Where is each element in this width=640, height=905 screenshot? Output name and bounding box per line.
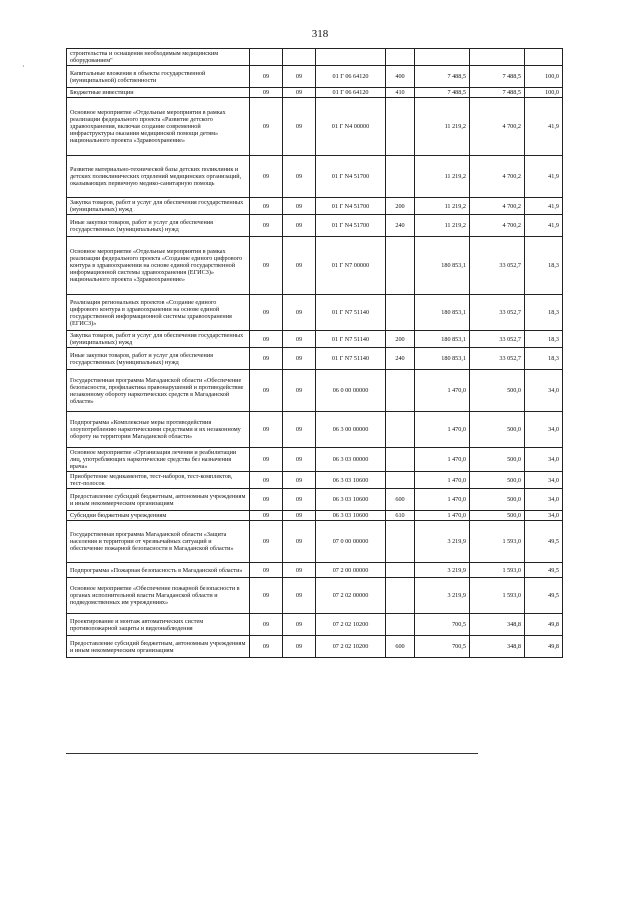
target-article-code: 01 Г N7 51140 — [316, 331, 386, 348]
row-name: Основное мероприятие «Обеспечение пожарной безопасности в органах исполнительной власти Магаданской области и подведомственных им учреждениях» — [67, 578, 250, 614]
row-name: Капитальные вложения в объекты государственной (муниципальной) собственности — [67, 66, 250, 88]
execution-percent: 49,8 — [525, 636, 563, 658]
executed-amount: 500,0 — [470, 448, 525, 472]
section-code: 09 — [250, 348, 283, 370]
executed-amount: 7 488,5 — [470, 88, 525, 98]
executed-amount: 500,0 — [470, 511, 525, 521]
row-name: Субсидии бюджетным учреждениям — [67, 511, 250, 521]
target-article-code: 07 2 02 10200 — [316, 614, 386, 636]
subsection-code: 09 — [283, 331, 316, 348]
section-code: 09 — [250, 636, 283, 658]
expense-type-code — [386, 156, 415, 198]
planned-amount: 1 470,0 — [415, 448, 470, 472]
target-article-code: 07 0 00 00000 — [316, 521, 386, 563]
section-code: 09 — [250, 614, 283, 636]
section-code: 09 — [250, 489, 283, 511]
expense-type-code: 200 — [386, 198, 415, 215]
section-code: 09 — [250, 198, 283, 215]
row-name: Государственная программа Магаданской области «Обеспечение безопасности, профилактика правонарушений и противодействие незаконному обороту наркотических средств в Магаданской области» — [67, 370, 250, 412]
execution-percent: 34,0 — [525, 472, 563, 489]
executed-amount: 1 593,0 — [470, 563, 525, 578]
section-code: 09 — [250, 578, 283, 614]
subsection-code: 09 — [283, 521, 316, 563]
section-code — [250, 49, 283, 66]
subsection-code: 09 — [283, 237, 316, 295]
planned-amount — [415, 49, 470, 66]
execution-percent: 18,3 — [525, 348, 563, 370]
executed-amount: 500,0 — [470, 472, 525, 489]
target-article-code: 01 Г N7 51140 — [316, 295, 386, 331]
target-article-code — [316, 49, 386, 66]
executed-amount: 1 593,0 — [470, 521, 525, 563]
table-row — [67, 98, 563, 156]
expense-type-code — [386, 614, 415, 636]
section-code: 09 — [250, 331, 283, 348]
executed-amount: 7 488,5 — [470, 66, 525, 88]
expense-type-code: 610 — [386, 511, 415, 521]
execution-percent: 34,0 — [525, 489, 563, 511]
executed-amount: 500,0 — [470, 412, 525, 448]
section-code: 09 — [250, 237, 283, 295]
row-name: Приобретение медикаментов, тест-наборов, тест-комплектов, тест-полосок — [67, 472, 250, 489]
execution-percent: 41,9 — [525, 198, 563, 215]
execution-percent: 18,3 — [525, 295, 563, 331]
row-name: Иные закупки товаров, работ и услуг для обеспечения государственных (муниципальных) нужд — [67, 215, 250, 237]
planned-amount: 180 853,1 — [415, 295, 470, 331]
planned-amount: 1 470,0 — [415, 489, 470, 511]
execution-percent: 100,0 — [525, 66, 563, 88]
planned-amount: 180 853,1 — [415, 348, 470, 370]
target-article-code: 01 Г N4 00000 — [316, 98, 386, 156]
planned-amount: 700,5 — [415, 614, 470, 636]
planned-amount: 11 219,2 — [415, 198, 470, 215]
executed-amount: 33 052,7 — [470, 295, 525, 331]
execution-percent: 41,9 — [525, 215, 563, 237]
execution-percent: 41,9 — [525, 156, 563, 198]
target-article-code: 01 Г N4 51700 — [316, 198, 386, 215]
table-row — [67, 237, 563, 295]
executed-amount — [470, 49, 525, 66]
row-name: Подпрограмма «Пожарная безопасность в Магаданской области» — [67, 563, 250, 578]
expense-type-code — [386, 578, 415, 614]
section-code: 09 — [250, 98, 283, 156]
planned-amount: 700,5 — [415, 636, 470, 658]
section-code: 09 — [250, 511, 283, 521]
row-name: строительства и оснащения необходимым медицинским оборудованием" — [67, 49, 250, 66]
expense-type-code — [386, 370, 415, 412]
row-name: Иные закупки товаров, работ и услуг для обеспечения государственных (муниципальных) нужд — [67, 348, 250, 370]
planned-amount: 3 219,9 — [415, 521, 470, 563]
table-row — [67, 563, 563, 578]
row-name: Основное мероприятие «Отдельные мероприятия в рамках реализации федерального проекта «Развитие детского здравоохранения, включая создание современной инфраструктуры оказания медицинской помощи детям» национального проекта «Здравоохранение» — [67, 98, 250, 156]
expense-type-code — [386, 448, 415, 472]
expense-type-code — [386, 98, 415, 156]
executed-amount: 4 700,2 — [470, 198, 525, 215]
row-name: Реализация региональных проектов «Создание единого цифрового контура в здравоохранении на основе единой государственной информационной системы здравоохранения (ЕГИСЗ)» — [67, 295, 250, 331]
subsection-code: 09 — [283, 295, 316, 331]
row-name: Основное мероприятие «Отдельные мероприятия в рамках реализации федерального проекта «Создание единого цифрового контура в здравоохранении на основе единой государственной информационной системы здравоохранения (ЕГИСЗ)» национального проекта «Здравоохранение» — [67, 237, 250, 295]
executed-amount: 348,8 — [470, 614, 525, 636]
row-name: Закупка товаров, работ и услуг для обеспечения государственных (муниципальных) нужд — [67, 331, 250, 348]
planned-amount: 11 219,2 — [415, 156, 470, 198]
section-code: 09 — [250, 156, 283, 198]
executed-amount: 33 052,7 — [470, 331, 525, 348]
table-row — [67, 156, 563, 198]
section-code: 09 — [250, 295, 283, 331]
table-row — [67, 331, 563, 348]
subsection-code: 09 — [283, 156, 316, 198]
row-name: Закупка товаров, работ и услуг для обеспечения государственных (муниципальных) нужд — [67, 198, 250, 215]
row-name: Предоставление субсидий бюджетным, автономным учреждениям и иным некоммерческим организациям — [67, 636, 250, 658]
target-article-code: 06 3 03 10600 — [316, 472, 386, 489]
subsection-code: 09 — [283, 412, 316, 448]
table-row — [67, 578, 563, 614]
subsection-code: 09 — [283, 489, 316, 511]
expense-type-code: 410 — [386, 88, 415, 98]
subsection-code: 09 — [283, 578, 316, 614]
section-code: 09 — [250, 66, 283, 88]
subsection-code: 09 — [283, 614, 316, 636]
planned-amount: 11 219,2 — [415, 98, 470, 156]
subsection-code: 09 — [283, 66, 316, 88]
expense-type-code — [386, 472, 415, 489]
section-code: 09 — [250, 88, 283, 98]
subsection-code: 09 — [283, 370, 316, 412]
execution-percent: 41,9 — [525, 98, 563, 156]
target-article-code: 07 2 00 00000 — [316, 563, 386, 578]
execution-percent — [525, 49, 563, 66]
executed-amount: 33 052,7 — [470, 237, 525, 295]
subsection-code: 09 — [283, 215, 316, 237]
subsection-code: 09 — [283, 511, 316, 521]
table-row — [67, 521, 563, 563]
row-name: Проектирование и монтаж автоматических систем противопожарной защиты и видеонаблюдения — [67, 614, 250, 636]
table-row — [67, 511, 563, 521]
table-row — [67, 448, 563, 472]
section-code: 09 — [250, 521, 283, 563]
row-name: Основное мероприятие «Организация лечения и реабилитации лиц, употребляющих наркотические средства без назначения врача» — [67, 448, 250, 472]
expense-type-code — [386, 521, 415, 563]
table-row — [67, 348, 563, 370]
expense-type-code — [386, 563, 415, 578]
subsection-code: 09 — [283, 563, 316, 578]
budget-table-body — [67, 49, 563, 658]
target-article-code: 01 Г 06 64120 — [316, 66, 386, 88]
execution-percent: 34,0 — [525, 511, 563, 521]
table-row — [67, 489, 563, 511]
target-article-code: 06 3 03 10600 — [316, 511, 386, 521]
execution-percent: 49,8 — [525, 614, 563, 636]
subsection-code: 09 — [283, 88, 316, 98]
table-row — [67, 88, 563, 98]
executed-amount: 4 700,2 — [470, 156, 525, 198]
row-name: Развитие материально-технической базы детских поликлиник и детских поликлинических отделений медицинских организаций, оказывающих первичную медико-санитарную помощь — [67, 156, 250, 198]
planned-amount: 1 470,0 — [415, 412, 470, 448]
expense-type-code — [386, 412, 415, 448]
planned-amount: 1 470,0 — [415, 511, 470, 521]
execution-percent: 100,0 — [525, 88, 563, 98]
table-row — [67, 370, 563, 412]
execution-percent: 34,0 — [525, 448, 563, 472]
planned-amount: 1 470,0 — [415, 370, 470, 412]
row-name: Государственная программа Магаданской области «Защита населения и территории от чрезвычайных ситуаций и обеспечение пожарной безопасности в Магаданской области» — [67, 521, 250, 563]
executed-amount: 500,0 — [470, 489, 525, 511]
subsection-code — [283, 49, 316, 66]
expense-type-code: 240 — [386, 348, 415, 370]
expense-type-code: 200 — [386, 331, 415, 348]
section-code: 09 — [250, 412, 283, 448]
executed-amount: 348,8 — [470, 636, 525, 658]
table-row — [67, 295, 563, 331]
expense-type-code: 600 — [386, 489, 415, 511]
target-article-code: 07 2 02 00000 — [316, 578, 386, 614]
target-article-code: 06 0 00 00000 — [316, 370, 386, 412]
section-code: 09 — [250, 215, 283, 237]
planned-amount: 1 470,0 — [415, 472, 470, 489]
stray-mark: · — [22, 62, 25, 71]
planned-amount: 11 219,2 — [415, 215, 470, 237]
section-code: 09 — [250, 563, 283, 578]
table-row — [67, 49, 563, 66]
section-code: 09 — [250, 472, 283, 489]
planned-amount: 180 853,1 — [415, 331, 470, 348]
target-article-code: 06 3 03 10600 — [316, 489, 386, 511]
target-article-code: 01 Г N7 51140 — [316, 348, 386, 370]
row-name: Бюджетные инвестиции — [67, 88, 250, 98]
planned-amount: 7 488,5 — [415, 88, 470, 98]
table-row — [67, 614, 563, 636]
executed-amount: 500,0 — [470, 370, 525, 412]
execution-percent: 34,0 — [525, 412, 563, 448]
target-article-code: 07 2 02 10200 — [316, 636, 386, 658]
table-row — [67, 472, 563, 489]
target-article-code: 06 3 03 00000 — [316, 448, 386, 472]
execution-percent: 34,0 — [525, 370, 563, 412]
execution-percent: 49,5 — [525, 578, 563, 614]
target-article-code: 06 3 00 00000 — [316, 412, 386, 448]
row-name: Подпрограмма «Комплексные меры противодействия злоупотреблению наркотическими средствами и их незаконному обороту на территории Магаданской области» — [67, 412, 250, 448]
expense-type-code — [386, 49, 415, 66]
target-article-code: 01 Г N4 51700 — [316, 215, 386, 237]
expense-type-code — [386, 237, 415, 295]
execution-percent: 49,5 — [525, 521, 563, 563]
subsection-code: 09 — [283, 98, 316, 156]
row-name: Предоставление субсидий бюджетным, автономным учреждениям и иным некоммерческим организациям — [67, 489, 250, 511]
section-code: 09 — [250, 370, 283, 412]
table-row — [67, 215, 563, 237]
subsection-code: 09 — [283, 198, 316, 215]
execution-percent: 18,3 — [525, 237, 563, 295]
subsection-code: 09 — [283, 472, 316, 489]
table-row — [67, 66, 563, 88]
planned-amount: 180 853,1 — [415, 237, 470, 295]
executed-amount: 33 052,7 — [470, 348, 525, 370]
table-row — [67, 198, 563, 215]
executed-amount: 1 593,0 — [470, 578, 525, 614]
expense-type-code: 400 — [386, 66, 415, 88]
executed-amount: 4 700,2 — [470, 98, 525, 156]
subsection-code: 09 — [283, 448, 316, 472]
execution-percent: 18,3 — [525, 331, 563, 348]
table-row — [67, 412, 563, 448]
page-number: 318 — [311, 28, 329, 40]
executed-amount: 4 700,2 — [470, 215, 525, 237]
budget-table — [66, 48, 563, 658]
target-article-code: 01 Г 06 64120 — [316, 88, 386, 98]
footer-divider — [66, 753, 478, 754]
section-code: 09 — [250, 448, 283, 472]
expense-type-code — [386, 295, 415, 331]
subsection-code: 09 — [283, 348, 316, 370]
execution-percent: 49,5 — [525, 563, 563, 578]
planned-amount: 3 219,9 — [415, 563, 470, 578]
planned-amount: 7 488,5 — [415, 66, 470, 88]
target-article-code: 01 Г N7 00000 — [316, 237, 386, 295]
expense-type-code: 240 — [386, 215, 415, 237]
subsection-code: 09 — [283, 636, 316, 658]
target-article-code: 01 Г N4 51700 — [316, 156, 386, 198]
table-row — [67, 636, 563, 658]
expense-type-code: 600 — [386, 636, 415, 658]
planned-amount: 3 219,9 — [415, 578, 470, 614]
